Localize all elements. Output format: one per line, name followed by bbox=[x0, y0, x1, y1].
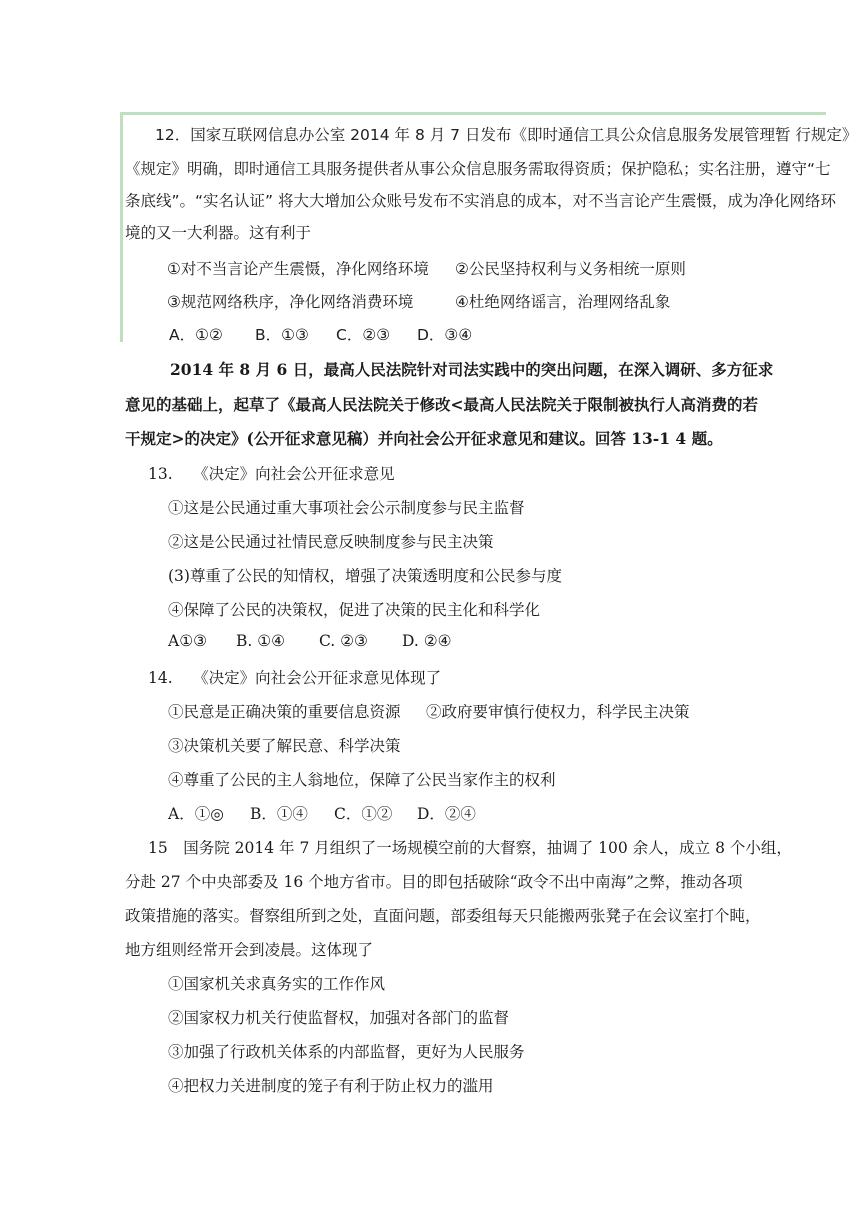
q12-stem-line-1: 12．国家互联网信息办公室 2014 年 8 月 7 日发布《即时通信工具公众信息服务发展管理暂 行规定》 bbox=[155, 126, 858, 144]
q12-choice-b: B．①③ bbox=[255, 326, 309, 344]
q15-option-1: ①国家机关求真务实的工作作风 bbox=[168, 975, 386, 993]
q12-choice-c: C．②③ bbox=[336, 326, 391, 344]
q12-option-1: ①对不当言论产生震慑，净化网络环境 bbox=[167, 260, 429, 278]
q14-option-4: ④尊重了公民的主人翁地位，保障了公民当家作主的权利 bbox=[168, 771, 556, 789]
q13-stem: 13. 《决定》向社会公开征求意见 bbox=[148, 465, 395, 483]
q13-option-1: ①这是公民通过重大事项社会公示制度参与民主监督 bbox=[168, 499, 525, 517]
q14-choice-b: B．①④ bbox=[250, 805, 308, 823]
q12-option-3: ③规范网络秩序，净化网络消费环境 bbox=[167, 293, 414, 311]
q13-choice-c: C. ②③ bbox=[319, 632, 368, 650]
q13-choice-a: A①③ bbox=[168, 632, 207, 650]
q15-stem-line-4: 地方组则经常开会到凌晨。这体现了 bbox=[125, 941, 374, 959]
q13-choice-b: B. ①④ bbox=[236, 632, 286, 650]
q14-option-3: ③决策机关要了解民意、科学决策 bbox=[168, 737, 401, 755]
intro-line-3: 干规定>的决定》(公开征求意见稿）并向社会公开征求意见和建议。回答 13-1 4 题。 bbox=[125, 429, 723, 448]
q12-option-4: ④杜绝网络谣言，治理网络乱象 bbox=[455, 293, 671, 311]
q13-choice-d: D. ②④ bbox=[402, 632, 452, 650]
q14-stem: 14. 《决定》向社会公开征求意见体现了 bbox=[148, 669, 442, 687]
intro-line-2: 意见的基础上，起草了《最高人民法院关于修改<最高人民法院关于限制被执行人高消费的若 bbox=[125, 395, 758, 414]
q12-pasted-block bbox=[120, 112, 858, 344]
q15-option-3: ③加强了行政机关体系的内部监督，更好为人民服务 bbox=[168, 1043, 525, 1061]
q13-option-4: ④保障了公民的决策权，促进了决策的民主化和科学化 bbox=[168, 601, 541, 619]
q13-option-2: ②这是公民通过社情民意反映制度参与民主决策 bbox=[168, 533, 494, 551]
q15-stem-line-3: 政策措施的落实。督察组所到之处，直面问题，部委组每天只能搬两张凳子在会议室打个盹， bbox=[125, 907, 761, 925]
q14-choice-d: D．②④ bbox=[417, 805, 476, 823]
intro-line-1: 2014 年 8 月 6 日，最高人民法院针对司法实践中的突出问题，在深入调研、多方征求 bbox=[170, 360, 774, 379]
q13-option-3: (3)尊重了公民的知情权，增强了决策透明度和公民参与度 bbox=[168, 567, 562, 585]
q12-choice-a: A．①② bbox=[169, 326, 223, 344]
q12-option-2: ②公民坚持权利与义务相统一原则 bbox=[455, 260, 686, 278]
q14-choice-c: C．①② bbox=[334, 805, 393, 823]
q14-option-1: ①民意是正确决策的重要信息资源 bbox=[168, 703, 401, 721]
q12-stem-line-3: 条底线”。“实名认证” 将大大增加公众账号发布不实消息的成本，对不当言论产生震慑，成为净化网络环 bbox=[125, 192, 837, 210]
q15-stem-line-1: 15 国务院 2014 年 7 月组织了一场规模空前的大督察，抽调了 100 余人，成立 8 个小组， bbox=[148, 839, 792, 857]
q12-stem-line-2: 《规定》明确，即时通信工具服务提供者从事公众信息服务需取得资质；保护隐私；实名注册，遵守“七 bbox=[125, 160, 831, 178]
q14-choice-a: A．①◎ bbox=[168, 805, 224, 823]
q14-option-2: ②政府要审慎行使权力，科学民主决策 bbox=[426, 703, 690, 721]
q12-stem-line-4: 境的又一大利器。这有利于 bbox=[125, 224, 312, 242]
q15-option-2: ②国家权力机关行使监督权，加强对各部门的监督 bbox=[168, 1009, 510, 1027]
q12-choice-d: D．③④ bbox=[417, 326, 473, 344]
q15-option-4: ④把权力关进制度的笼子有利于防止权力的滥用 bbox=[168, 1077, 494, 1095]
q15-stem-line-2: 分赴 27 个中央部委及 16 个地方省市。目的即包括破除“政令不出中南海”之弊，推动各项 bbox=[125, 873, 743, 891]
